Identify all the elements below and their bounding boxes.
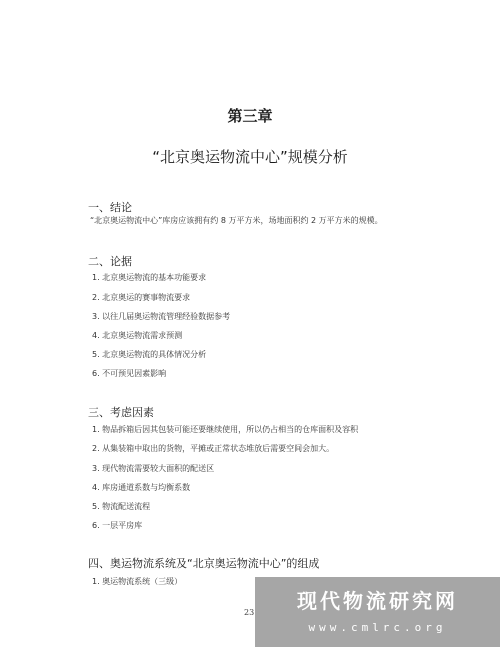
section-heading-composition: 四、奥运物流系统及“北京奥运物流中心”的组成 bbox=[88, 557, 320, 570]
list-item: 5. 北京奥运物流的具体情况分析 bbox=[92, 350, 207, 359]
watermark-url: www.cmlrc.org bbox=[308, 621, 447, 634]
list-item: 2. 北京奥运的赛事物流要求 bbox=[92, 293, 191, 302]
list-item: 4. 北京奥运物流需求预测 bbox=[92, 331, 183, 340]
page-number: 23 bbox=[244, 608, 255, 617]
list-item: 6. 不可预见因素影响 bbox=[92, 369, 167, 378]
watermark-logo bbox=[255, 577, 500, 647]
list-item: 5. 物流配送流程 bbox=[92, 502, 151, 511]
page-title: “北京奥运物流中心”规模分析 bbox=[152, 148, 348, 166]
list-item: 3. 现代物流需要较大面积的配送区 bbox=[92, 464, 215, 473]
list-item: 1. 北京奥运物流的基本功能要求 bbox=[92, 273, 207, 282]
section-heading-conclusion: 一、结论 bbox=[88, 201, 132, 214]
list-item: 3. 以往几届奥运物流管理经验数据参考 bbox=[92, 312, 231, 321]
chapter-label: 第三章 bbox=[227, 107, 273, 125]
list-item: 4. 库房通道系数与均衡系数 bbox=[92, 483, 191, 492]
list-item: 2. 从集装箱中取出的货物，平摊或正常状态堆放后需要空间会加大。 bbox=[92, 444, 335, 453]
list-item: 1. 物品拆箱后因其包装可能还要继续使用，所以仍占相当的仓库面积及容积 bbox=[92, 425, 359, 434]
conclusion-paragraph: “北京奥运物流中心”库房应该拥有约 8 万平方米，场地面积约 2 万平方米的规模。 bbox=[90, 216, 383, 225]
list-item: 1. 奥运物流系统（三级） bbox=[92, 577, 183, 586]
section-heading-factors: 三、考虑因素 bbox=[88, 406, 154, 419]
section-heading-arguments: 二、论据 bbox=[88, 255, 132, 268]
watermark-title: 现代物流研究网 bbox=[297, 589, 458, 613]
list-item: 6. 一层平房库 bbox=[92, 521, 143, 530]
